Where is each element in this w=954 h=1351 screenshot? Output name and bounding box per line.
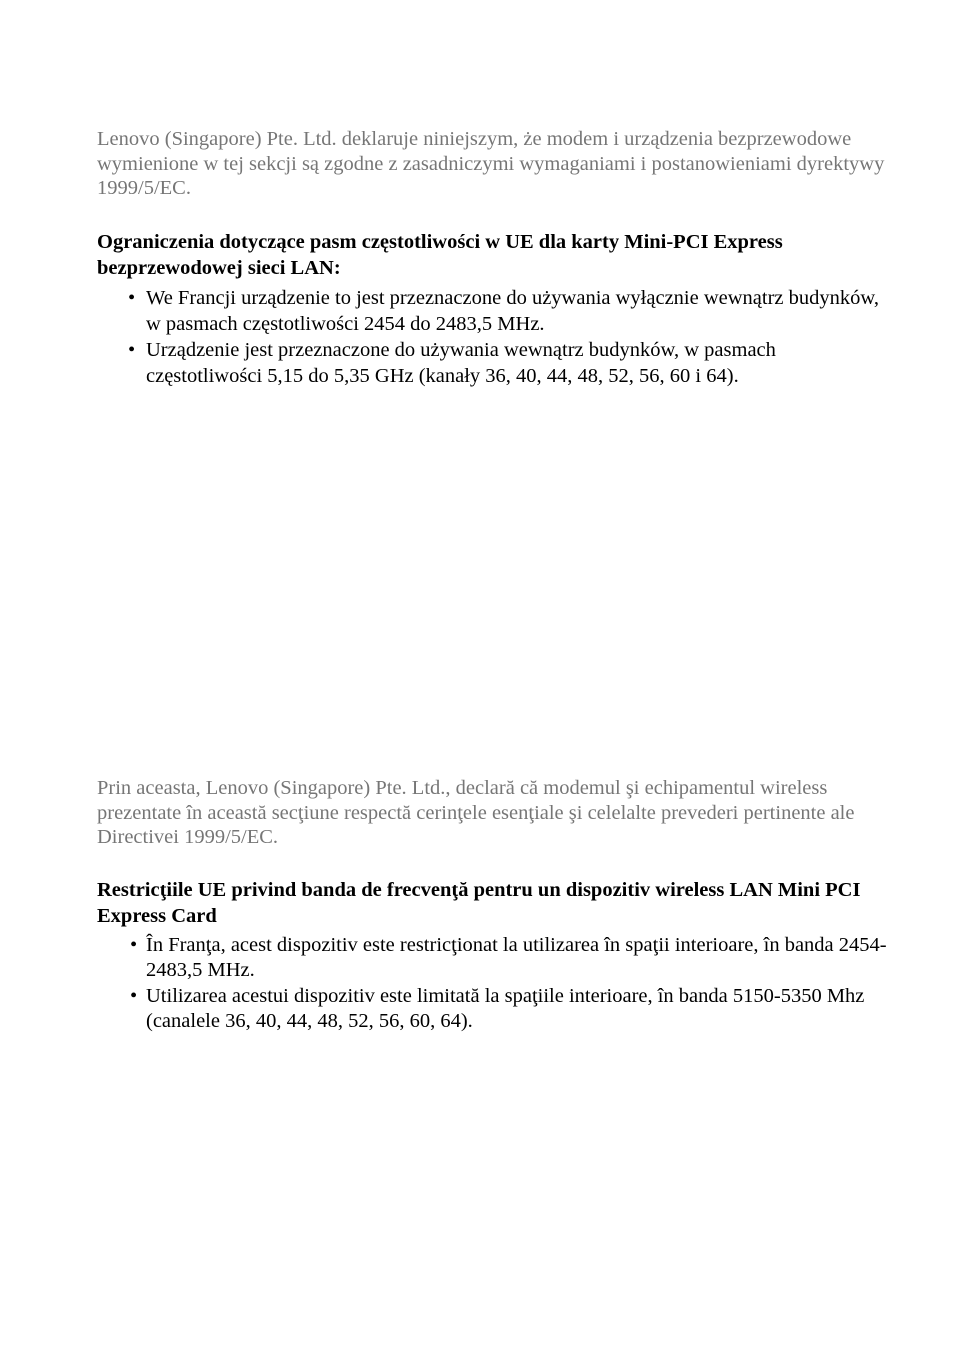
bullet-glyph: • (128, 338, 136, 361)
list-item-text: Utilizarea acestui dispozitiv este limitată la spaţiile interioare, în banda 5150-5350 Mhz (canalele 36, 40, 44, 48, 52, 56, 60, 64). (146, 984, 865, 1032)
list-item-text: În Franţa, acest dispozitiv este restricţionat la utilizarea în spaţii interioare, în banda 2454-2483,5 MHz. (146, 933, 887, 981)
bullet-glyph: • (128, 286, 136, 309)
polish-restrictions-list (97, 285, 887, 389)
polish-restrictions-heading: Ograniczenia dotyczące pasm częstotliwości w UE dla karty Mini-PCI Express bezprzewodowej sieci LAN: (97, 230, 783, 279)
romanian-restrictions-heading: Restricţiile UE privind banda de frecvenţă pentru un dispozitiv wireless LAN Mini PCI Express Card (97, 878, 861, 927)
romanian-restrictions-list (97, 933, 887, 1035)
list-item-text: Urządzenie jest przeznaczone do używania wewnątrz budynków, w pasmach częstotliwości 5,15 do 5,35 GHz (kanały 36, 40, 44, 48, 52, 56, 60 i 64). (146, 338, 776, 387)
list-item (128, 337, 887, 389)
romanian-declaration-section (97, 776, 887, 1035)
list-item (130, 933, 887, 984)
list-item (128, 285, 887, 337)
bullet-glyph: • (130, 984, 138, 1007)
list-item-text: We Francji urządzenie to jest przeznaczone do używania wyłącznie wewnątrz budynków, w pasmach częstotliwości 2454 do 2483,5 MHz. (146, 286, 879, 335)
bullet-glyph: • (130, 933, 138, 956)
romanian-declaration-intro: Prin aceasta, Lenovo (Singapore) Pte. Ltd., declară că modemul şi echipamentul wireless prezentate în această secţiune respectă cerinţele esenţiale şi celelalte prevederi pertinente ale Directivei 1999/5/EC. (97, 777, 855, 848)
list-item (130, 984, 887, 1035)
polish-declaration-section (97, 127, 887, 389)
polish-declaration-intro: Lenovo (Singapore) Pte. Ltd. deklaruje niniejszym, że modem i urządzenia bezprzewodowe wymienione w tej sekcji są zgodne z zasadniczymi wymaganiami i postanowieniami dyrektywy 1999/5/EC. (97, 128, 885, 199)
